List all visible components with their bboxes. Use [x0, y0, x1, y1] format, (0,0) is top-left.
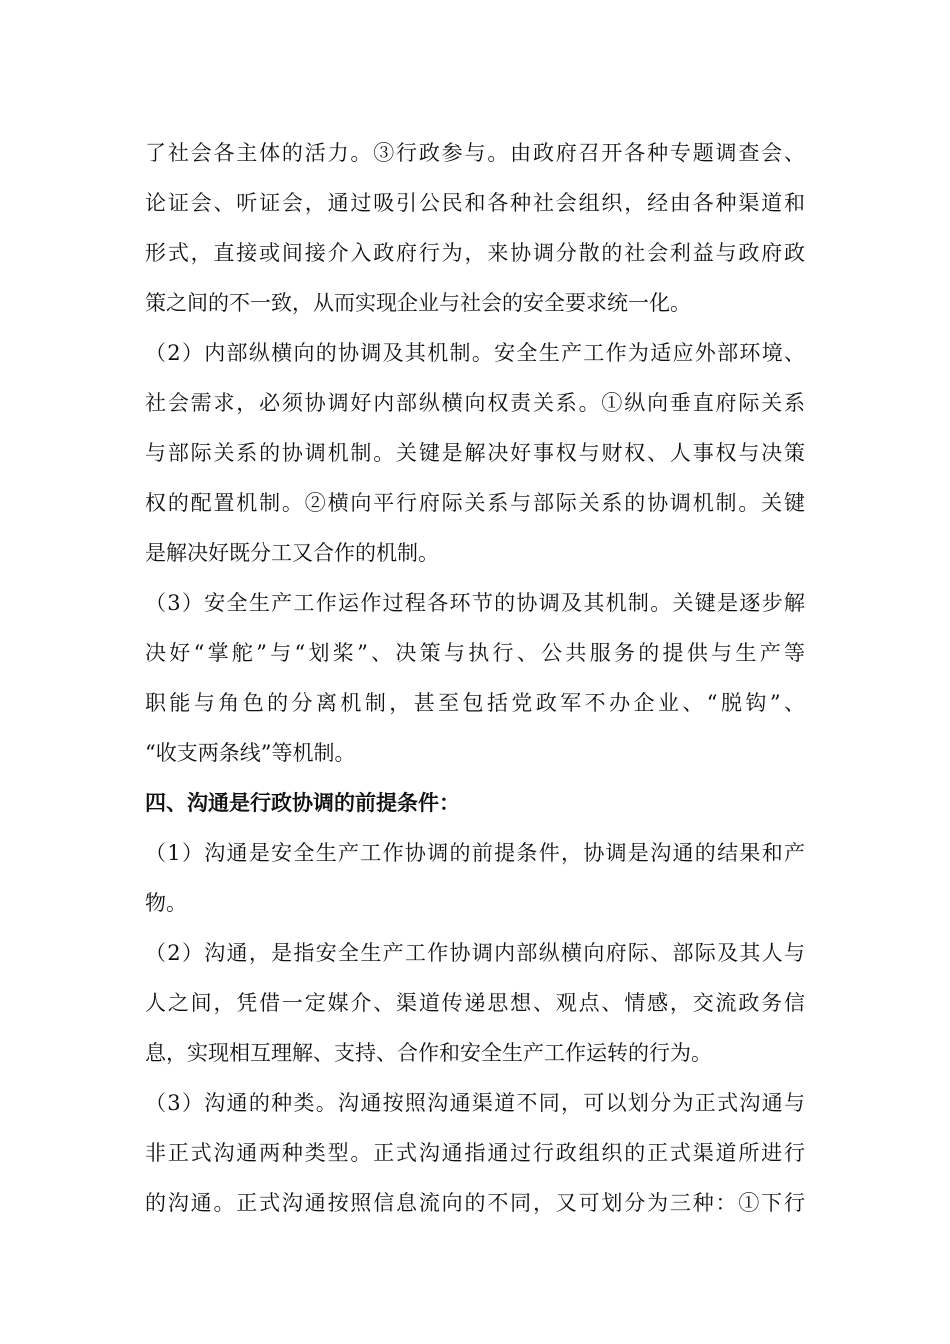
text-line-13: “收支两条线”等机制。	[145, 741, 356, 765]
text-line-4: 策之间的不一致，从而实现企业与社会的安全要求统一化。	[145, 291, 691, 315]
text-line-7: 与部际关系的协调机制。关键是解决好事权与财权、人事权与决策	[145, 441, 805, 465]
text-line-12: 职能与角色的分离机制，甚至包括党政军不办企业、“脱钩”、	[145, 691, 805, 715]
text-line-6: 社会需求，必须协调好内部纵横向权责关系。①纵向垂直府际关系	[145, 391, 805, 415]
text-line-18: 人之间，凭借一定媒介、渠道传递思想、观点、情感，交流政务信	[145, 991, 805, 1015]
text-line-2: 论证会、听证会，通过吸引公民和各种社会组织，经由各种渠道和	[145, 191, 805, 215]
text-line-16: 物。	[145, 891, 187, 915]
section-heading: 四、沟通是行政协调的前提条件：	[145, 790, 460, 815]
text-line-22: 的沟通。正式沟通按照信息流向的不同，又可划分为三种：①下行	[145, 1191, 805, 1215]
text-line-19: 息，实现相互理解、支持、合作和安全生产工作运转的行为。	[145, 1041, 712, 1065]
text-line-10: （3）安全生产工作运作过程各环节的协调及其机制。关键是逐步解	[145, 591, 805, 615]
text-line-11: 决好“掌舵”与“划桨”、决策与执行、公共服务的提供与生产等	[145, 641, 805, 665]
text-line-17: （2）沟通，是指安全生产工作协调内部纵横向府际、部际及其人与	[145, 941, 805, 965]
text-line-9: 是解决好既分工又合作的机制。	[145, 541, 439, 565]
text-line-15: （1）沟通是安全生产工作协调的前提条件，协调是沟通的结果和产	[145, 841, 805, 865]
text-line-3: 形式，直接或间接介入政府行为，来协调分散的社会利益与政府政	[145, 241, 805, 265]
body-text	[145, 128, 805, 1228]
text-line-20: （3）沟通的种类。沟通按照沟通渠道不同，可以划分为正式沟通与	[145, 1091, 805, 1115]
text-line-8: 权的配置机制。②横向平行府际关系与部际关系的协调机制。关键	[145, 491, 805, 515]
text-line-1: 了社会各主体的活力。③行政参与。由政府召开各种专题调查会、	[145, 141, 805, 165]
text-line-5: （2）内部纵横向的协调及其机制。安全生产工作为适应外部环境、	[145, 341, 805, 365]
text-line-21: 非正式沟通两种类型。正式沟通指通过行政组织的正式渠道所进行	[145, 1141, 805, 1165]
